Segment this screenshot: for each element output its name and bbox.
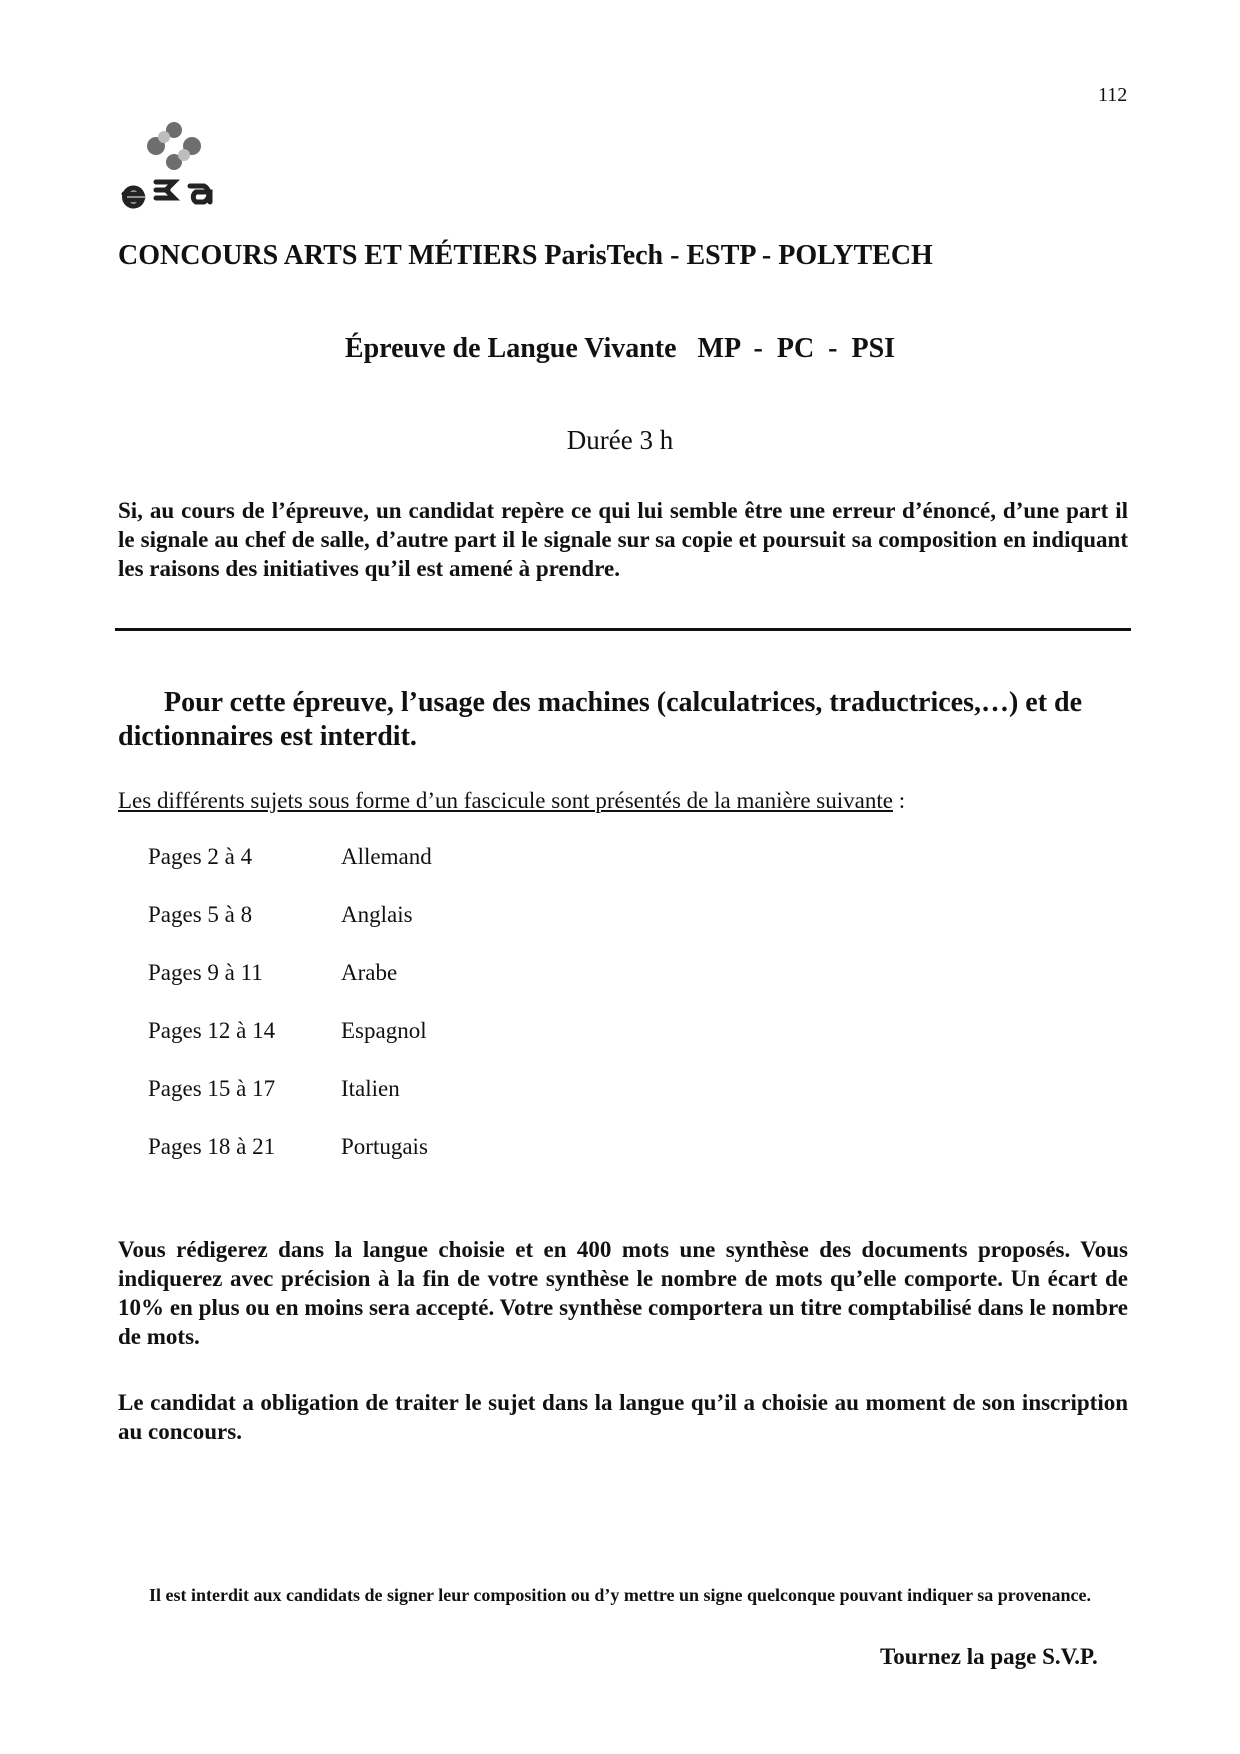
turn-page-note: Tournez la page S.V.P. — [880, 1644, 1098, 1669]
subject-pages: Pages 18 à 21 — [148, 1134, 276, 1159]
subject-language: Allemand — [341, 844, 432, 869]
footer-warning: Il est interdit aux candidats de signer leur composition ou d’y mettre un signe quelconque pouvant indiquer sa provenance. — [149, 1585, 1091, 1605]
subject-pages: Pages 9 à 11 — [148, 960, 263, 985]
subject-list — [148, 844, 648, 1192]
e3a-logo — [112, 112, 234, 212]
subject-pages: Pages 15 à 17 — [148, 1076, 276, 1101]
subject-row — [148, 902, 648, 960]
obligation-paragraph: Le candidat a obligation de traiter le sujet dans la langue qu’il a choisie au moment de son inscription au concours. — [118, 1390, 1128, 1444]
usage-rule-paragraph: Pour cette épreuve, l’usage des machines (calculatrices, traductrices,…) et de dictionnaires est interdit. — [118, 687, 1083, 752]
instructions-paragraph: Vous rédigerez dans la langue choisie et en 400 mots une synthèse des documents proposés. Vous indiquerez avec précision à la fin de votre synthèse le nombre de mots qu’elle comporte. Un écart de 10% en plus ou en moins sera accepté. Votre synthèse comportera un titre comptabilisé dans le nombre de mots. — [118, 1237, 1128, 1349]
subject-language: Portugais — [341, 1134, 428, 1159]
subject-language: Arabe — [341, 960, 398, 985]
subject-language: Anglais — [341, 902, 413, 927]
subject-pages: Pages 2 à 4 — [148, 844, 253, 869]
subject-row — [148, 844, 648, 902]
subjects-intro-text: Les différents sujets sous forme d’un fascicule sont présentés de la manière suivante — [118, 788, 893, 813]
subject-language: Espagnol — [341, 1018, 427, 1043]
page-number: 112 — [1098, 84, 1128, 106]
exam-duration: Durée 3 h — [566, 425, 674, 455]
subject-row — [148, 1076, 648, 1134]
horizontal-divider — [115, 628, 1131, 631]
subject-row — [148, 1134, 648, 1192]
contest-title: CONCOURS ARTS ET MÉTIERS ParisTech - ESTP - POLYTECH — [118, 240, 933, 271]
subject-row — [148, 1018, 648, 1076]
subject-pages: Pages 5 à 8 — [148, 902, 253, 927]
error-notice-paragraph: Si, au cours de l’épreuve, un candidat repère ce qui lui semble être une erreur d’énoncé, d’une part il le signale au chef de salle, d’autre part il le signale sur sa copie et poursuit sa composition en indiquant les raisons des initiatives qu’il est amené à prendre. — [118, 498, 1128, 581]
subject-pages: Pages 12 à 14 — [148, 1018, 276, 1043]
exam-title: Épreuve de Langue Vivante MP - PC - PSI — [344, 333, 896, 364]
subjects-intro-suffix: : — [892, 788, 906, 813]
subject-row — [148, 960, 648, 1018]
subjects-intro — [118, 788, 905, 814]
e3a-logo-icon — [112, 112, 234, 212]
subject-language: Italien — [341, 1076, 400, 1101]
